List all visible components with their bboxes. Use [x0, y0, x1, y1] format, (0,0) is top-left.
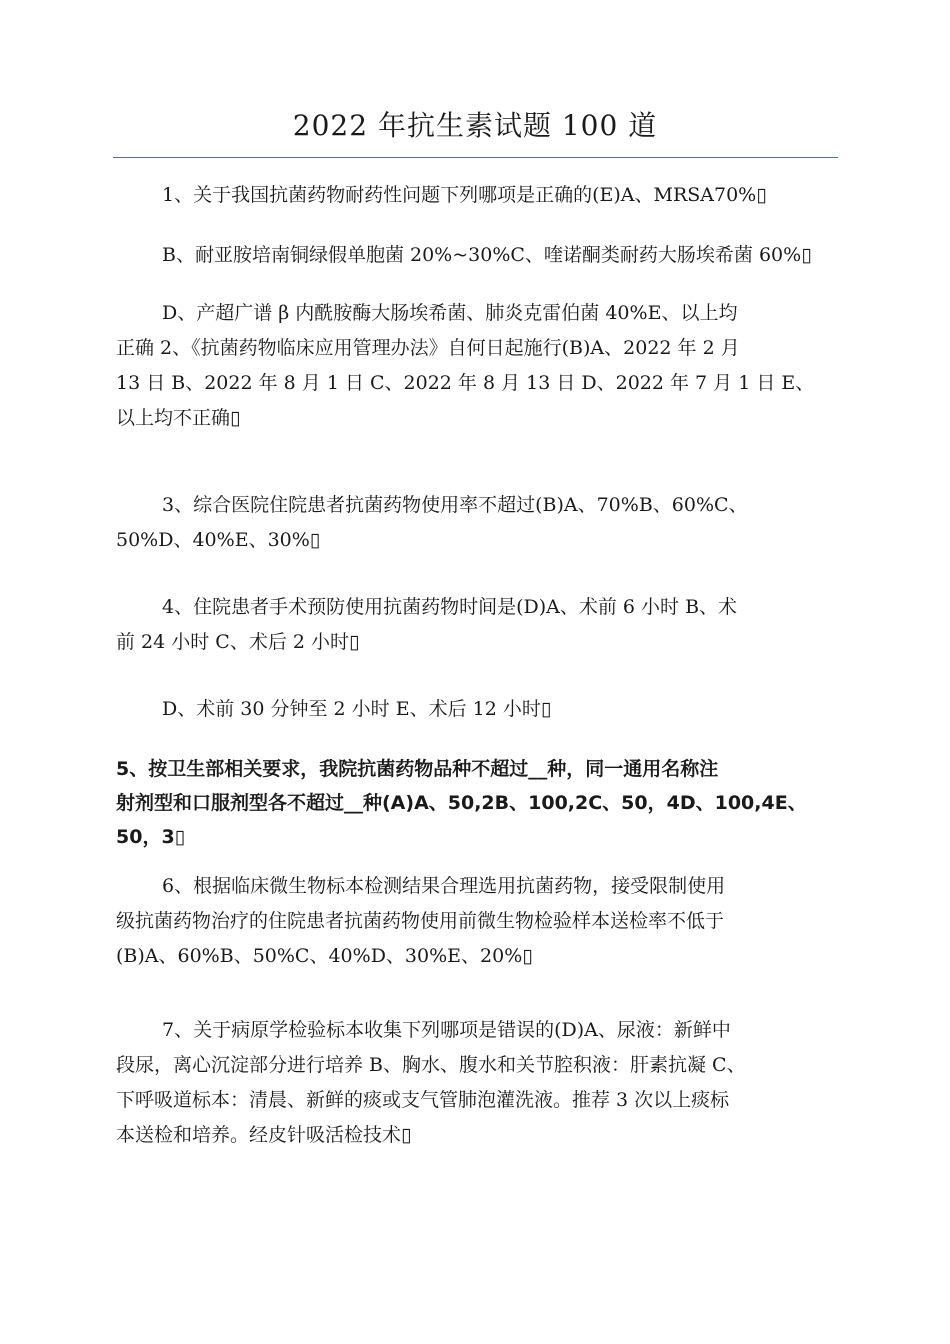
question-7-paragraph: 7、关于病原学检验标本收集下列哪项是错误的(D)A、尿液：新鲜中 段尿，离心沉淀部分进行培养 B、胸水、腹水和关节腔积液：肝素抗凝 C、 下呼吸道标本：清晨、新鲜的痰或支气管肺泡灌洗液。推荐 3 次以上痰标 本送检和培养。经皮针吸活检技术▯ — [116, 1019, 746, 1146]
question-1-paragraph: 1、关于我国抗菌药物耐药性问题下列哪项是正确的(E)A、MRSA70%▯ — [162, 184, 767, 206]
question-1-options-paragraph: B、耐亚胺培南铜绿假单胞菌 20%~30%C、喹诺酮类耐药大肠埃希菌 60%▯ — [162, 244, 812, 266]
question-4-paragraph: 4、住院患者手术预防使用抗菌药物时间是(D)A、术前 6 小时 B、术 前 24 小时 C、术后 2 小时▯ — [116, 596, 738, 653]
title-divider — [113, 157, 838, 158]
question-1-2-paragraph: D、产超广谱 β 内酰胺酶大肠埃希菌、肺炎克雷伯菌 40%E、以上均 正确 2、《抗菌药物临床应用管理办法》自何日起施行(B)A、2022 年 2 月 13 日 B、2022 年 8 月 1 日 C、2022 年 8 月 13 日 D、2022 年 7 月 1 日 E、 以上均不正确▯ — [116, 302, 815, 429]
question-6-paragraph: 6、根据临床微生物标本检测结果合理选用抗菌药物，接受限制使用 级抗菌药物治疗的住院患者抗菌药物使用前微生物检验样本送检率不低于 (B)A、60%B、50%C、40%D、30%E、20%▯ — [116, 875, 726, 967]
question-4-options-paragraph: D、术前 30 分钟至 2 小时 E、术后 12 小时▯ — [162, 698, 552, 720]
question-5-paragraph: 5、按卫生部相关要求，我院抗菌药物品种不超过__种，同一通用名称注 射剂型和口服剂型各不超过__种(A)A、50,2B、100,2C、50，4D、100,4E、 50，3▯ — [116, 758, 807, 848]
document-title: 2022 年抗生素试题 100 道 — [292, 109, 658, 142]
question-3-paragraph: 3、综合医院住院患者抗菌药物使用率不超过(B)A、70%B、60%C、 50%D、40%E、30%▯ — [116, 494, 748, 551]
